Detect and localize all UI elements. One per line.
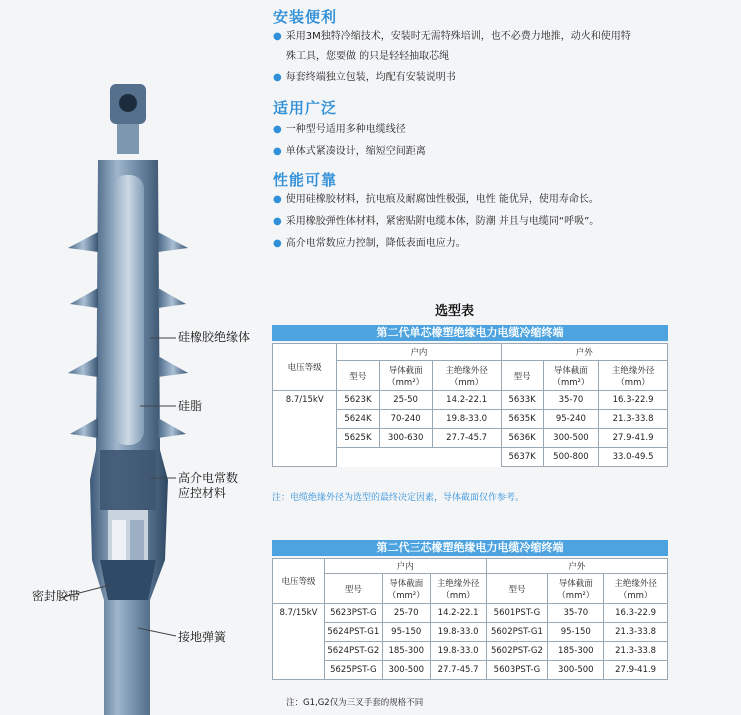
- table1-title-bar: 第二代单芯橡塑绝缘电力电缆冷缩终端: [272, 325, 668, 341]
- bullet-item: ● 单体式紧凑设计，缩短空间距离: [273, 146, 426, 157]
- callout-stress-control-line2: 应控材料: [178, 486, 227, 500]
- callout-stress-control-line1: 高介电常数: [178, 471, 239, 485]
- header-indoor: 户内: [324, 559, 486, 574]
- header-section: 导体截面 （mm²）: [548, 574, 604, 604]
- header-od: 主绝缘外径 （mm）: [430, 574, 486, 604]
- cell: 5624PST-G2: [324, 642, 382, 661]
- header-model: 型号: [324, 574, 382, 604]
- cell: 5637K: [501, 448, 543, 467]
- header-section: 导体截面 （mm²）: [382, 574, 430, 604]
- bullet-item: ● 一种型号适用多种电缆线径: [273, 124, 406, 135]
- cell: 5624PST-G1: [324, 623, 382, 642]
- bullet-icon: ●: [273, 72, 282, 83]
- bullet-icon: ●: [273, 194, 282, 205]
- cell: 16.3-22.9: [604, 604, 668, 623]
- cell: 19.8-33.0: [432, 410, 501, 429]
- cell: 25-70: [382, 604, 430, 623]
- cell: 500-800: [543, 448, 598, 467]
- bullet-item: ● 采用3M独特冷缩技术，安装时无需特殊培训，也不必费力地推，动火和使用特: [273, 31, 631, 42]
- cell: 27.9-41.9: [599, 429, 668, 448]
- header-model: 型号: [501, 361, 543, 391]
- bullet-continuation: 殊工具，您要做 的只是轻轻抽取芯绳: [286, 51, 450, 62]
- cell-voltage: 8.7/15kV: [273, 391, 337, 467]
- cell: 27.9-41.9: [604, 661, 668, 680]
- cell: 25-50: [379, 391, 432, 410]
- header-section: 导体截面 （mm²）: [379, 361, 432, 391]
- table-row: [273, 391, 668, 410]
- cell: 300-500: [543, 429, 598, 448]
- cell: 95-240: [543, 410, 598, 429]
- table1: [272, 343, 668, 467]
- bullet-icon: ●: [273, 124, 282, 135]
- header-od: 主绝缘外径 （mm）: [599, 361, 668, 391]
- cell: 5635K: [501, 410, 543, 429]
- cell: 21.3-33.8: [604, 623, 668, 642]
- cell: 21.3-33.8: [604, 642, 668, 661]
- cell: 300-500: [548, 661, 604, 680]
- cell: 95-150: [382, 623, 430, 642]
- header-od: 主绝缘外径 （mm）: [604, 574, 668, 604]
- cell: 5625PST-G: [324, 661, 382, 680]
- bullet-icon: ●: [273, 216, 282, 227]
- cell: 5623PST-G: [324, 604, 382, 623]
- header-model: 型号: [486, 574, 548, 604]
- header-voltage: 电压等级: [273, 344, 337, 391]
- cell: 5625K: [337, 429, 379, 448]
- bullet-item: ● 采用橡胶弹性体材料，紧密贴附电缆本体，防潮 并且与电缆同“呼吸”。: [273, 216, 600, 227]
- cell: 27.7-45.7: [430, 661, 486, 680]
- callout-sealing-tape: 密封胶带: [32, 589, 81, 603]
- cell: 5633K: [501, 391, 543, 410]
- cell: 70-240: [379, 410, 432, 429]
- callout-silicone-grease: 硅脂: [178, 399, 203, 413]
- cell: 35-70: [548, 604, 604, 623]
- table1-note: 注：电缆绝缘外径为选型的最终决定因素，导体截面仅作参考。: [272, 493, 525, 503]
- bullet-item: ● 高介电常数应力控制，降低表面电应力。: [273, 238, 466, 249]
- cell: 300-500: [382, 661, 430, 680]
- callout-silicone-insulator: 硅橡胶绝缘体: [178, 330, 251, 344]
- cell: 21.3-33.8: [599, 410, 668, 429]
- cell: 5623K: [337, 391, 379, 410]
- bullet-icon: ●: [273, 31, 282, 42]
- bullet-item: ● 使用硅橡胶材料，抗电痕及耐腐蚀性极强，电性 能优异，使用寿命长。: [273, 194, 599, 205]
- cell: 5636K: [501, 429, 543, 448]
- cell: 5602PST-G2: [486, 642, 548, 661]
- cell: 16.3-22.9: [599, 391, 668, 410]
- header-outdoor: 户外: [501, 344, 667, 361]
- table2-title-bar: 第二代三芯橡塑绝缘电力电缆冷缩终端: [272, 540, 668, 556]
- bullet-icon: ●: [273, 238, 282, 249]
- cell: 300-630: [379, 429, 432, 448]
- section-title-installation: 安装便利: [273, 8, 338, 26]
- cell: 185-300: [382, 642, 430, 661]
- bullet-item: ● 每套终端独立包装，均配有安装说明书: [273, 72, 456, 83]
- cell: 35-70: [543, 391, 598, 410]
- header-outdoor: 户外: [486, 559, 667, 574]
- cell: 33.0-49.5: [599, 448, 668, 467]
- header-section: 导体截面 （mm²）: [543, 361, 598, 391]
- header-indoor: 户内: [337, 344, 501, 361]
- section-title-applicability: 适用广泛: [273, 99, 338, 117]
- callout-ground-spring: 接地弹簧: [178, 630, 227, 644]
- cell: 5624K: [337, 410, 379, 429]
- bullet-icon: ●: [273, 146, 282, 157]
- cell-voltage: 8.7/15kV: [273, 604, 325, 680]
- header-model: 型号: [337, 361, 379, 391]
- cell: 19.8-33.0: [430, 642, 486, 661]
- header-voltage: 电压等级: [273, 559, 325, 604]
- table2: [272, 558, 668, 680]
- table-row: [273, 604, 668, 623]
- cell: 5602PST-G1: [486, 623, 548, 642]
- table-row: [273, 642, 668, 661]
- cell: 19.8-33.0: [430, 623, 486, 642]
- selection-table-title: 选型表: [435, 304, 475, 319]
- cell: 14.2-22.1: [432, 391, 501, 410]
- section-title-reliability: 性能可靠: [273, 171, 338, 189]
- cell: 5603PST-G: [486, 661, 548, 680]
- cell: 95-150: [548, 623, 604, 642]
- table-row: [273, 661, 668, 680]
- cell: 5601PST-G: [486, 604, 548, 623]
- cell: 185-300: [548, 642, 604, 661]
- table-row: [273, 623, 668, 642]
- cell: 27.7-45.7: [432, 429, 501, 448]
- header-od: 主绝缘外径 （mm）: [432, 361, 501, 391]
- cell: 14.2-22.1: [430, 604, 486, 623]
- table2-note: 注：G1,G2仅为三叉手套的规格不同: [286, 698, 424, 708]
